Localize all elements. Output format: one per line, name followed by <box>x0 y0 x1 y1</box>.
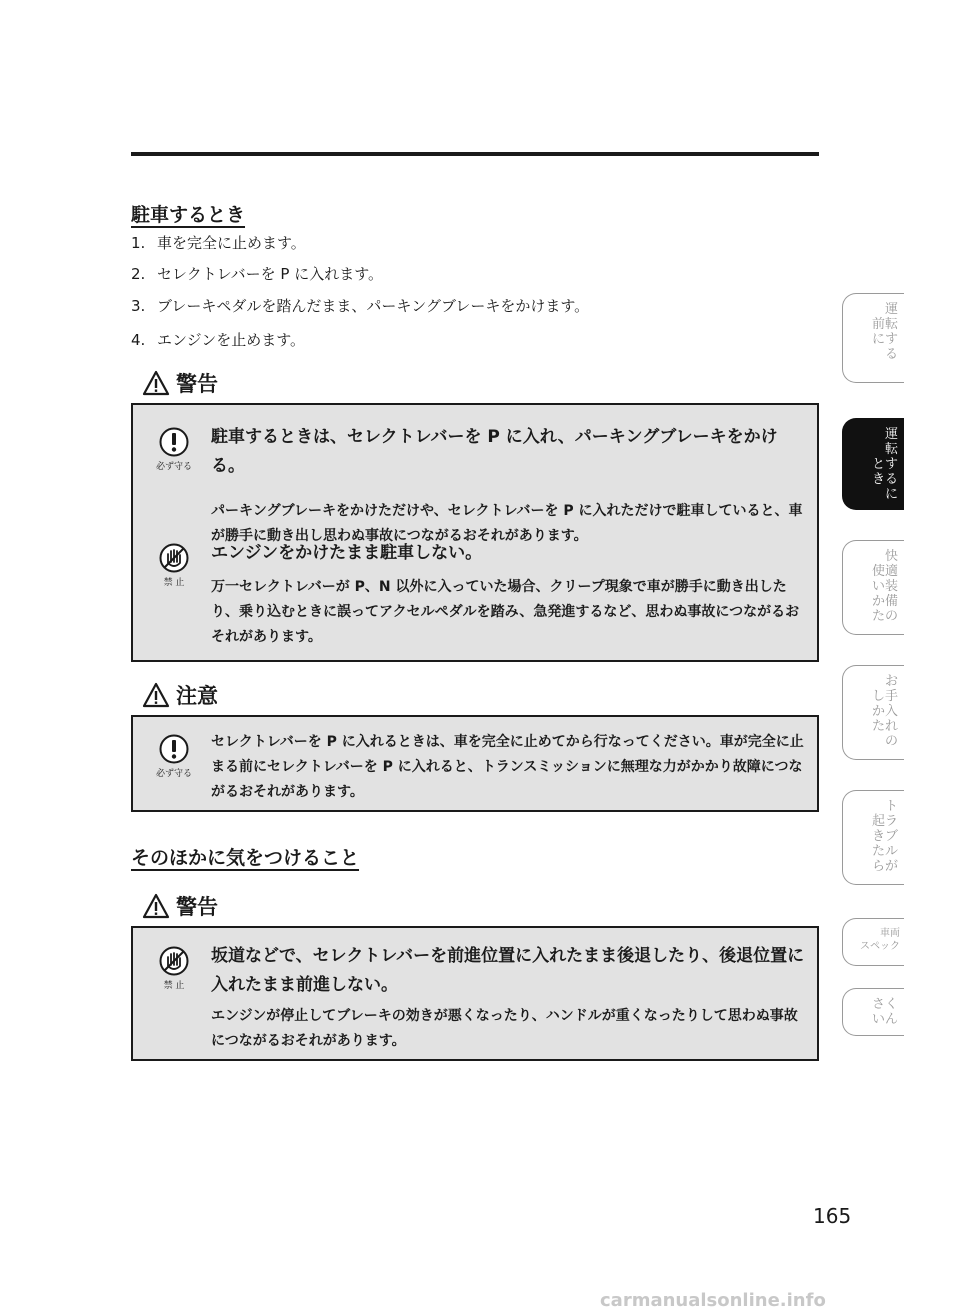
list-item: 3. ブレーキペダルを踏んだまま、パーキングブレーキをかけます。 <box>131 297 590 315</box>
section-heading-parking: 駐車するとき <box>131 204 246 226</box>
side-tab-driving[interactable]: 運 転 とす きる に <box>842 418 904 510</box>
item-body: エンジンが停止してブレーキの効きが悪くなったり、ハンドルが重くなったりして思わぬ事故につながるおそれがあります。 <box>211 1008 798 1049</box>
side-tab-before-driving[interactable]: 運 前転 にす る <box>842 293 904 383</box>
item-body: 万一セレクトレバーが P、N 以外に入っていた場合、クリープ現象で車が勝手に動き出したり、乗り込むときに誤ってアクセルペダルを踏み、急発進するなど、思わぬ事故につながるおそれがあります。 <box>211 579 800 645</box>
side-tab-comfort-equipment[interactable]: 快 使適 い装 か備 たの <box>842 540 904 635</box>
exclamation-icon <box>159 734 189 764</box>
item-title: 駐車するときは、セレクトレバーを P に入れ、パーキングブレーキをかける。 <box>211 427 778 476</box>
side-tab-index[interactable]: さく いん <box>842 988 904 1036</box>
page-number: 165 <box>813 1204 852 1228</box>
warning-triangle-icon <box>142 893 170 919</box>
top-rule <box>131 152 819 156</box>
warning-box <box>131 926 819 1061</box>
symbol-caption: 禁 止 <box>163 578 185 588</box>
hand-prohibit-icon <box>159 543 189 573</box>
warning-triangle-icon <box>142 370 170 396</box>
section-heading-other: そのほかに気をつけること <box>131 847 360 869</box>
caution-box <box>131 715 819 812</box>
side-tab-trouble[interactable]: ト 起ラ きブ たル らが <box>842 790 904 885</box>
footer-watermark: carmanualsonline.info <box>600 1290 826 1311</box>
hand-prohibit-icon <box>159 946 189 976</box>
warning-label: 警告 <box>142 368 218 398</box>
symbol-caption: 必ず守る <box>155 769 192 779</box>
list-item: 1. 車を完全に止めます。 <box>131 234 306 252</box>
list-item: 4. エンジンを止めます。 <box>131 331 306 349</box>
item-title: 坂道などで、セレクトレバーを前進位置に入れたまま後退したり、後退位置に入れたまま前進しない。 <box>211 946 805 995</box>
side-tab-maintenance[interactable]: お し手 か入 たれ の <box>842 665 904 760</box>
warning-triangle-icon <box>142 682 170 708</box>
list-item: 2. セレクトレバーを P に入れます。 <box>131 265 384 283</box>
item-body: セレクトレバーを P に入れるときは、車を完全に止めてから行なってください。車が完全に止まる前にセレクトレバーを P に入れると、トランスミッションに無理な力がかかり故障につながるおそれがあります。 <box>211 734 804 800</box>
exclamation-icon <box>159 427 189 457</box>
symbol-caption: 必ず守る <box>155 462 192 472</box>
caution-label: 注意 <box>142 680 218 710</box>
item-title: エンジンをかけたまま駐車しない。 <box>211 543 483 563</box>
symbol-caption: 禁 止 <box>163 981 185 991</box>
item-body: パーキングブレーキをかけただけや、セレクトレバーを P に入れただけで駐車していると、車が勝手に動き出し思わぬ事故につながるおそれがあります。 <box>211 503 803 544</box>
warning-box <box>131 403 819 662</box>
side-tab-specs[interactable]: 車両 スペック <box>842 918 904 966</box>
warning-label: 警告 <box>142 891 218 921</box>
